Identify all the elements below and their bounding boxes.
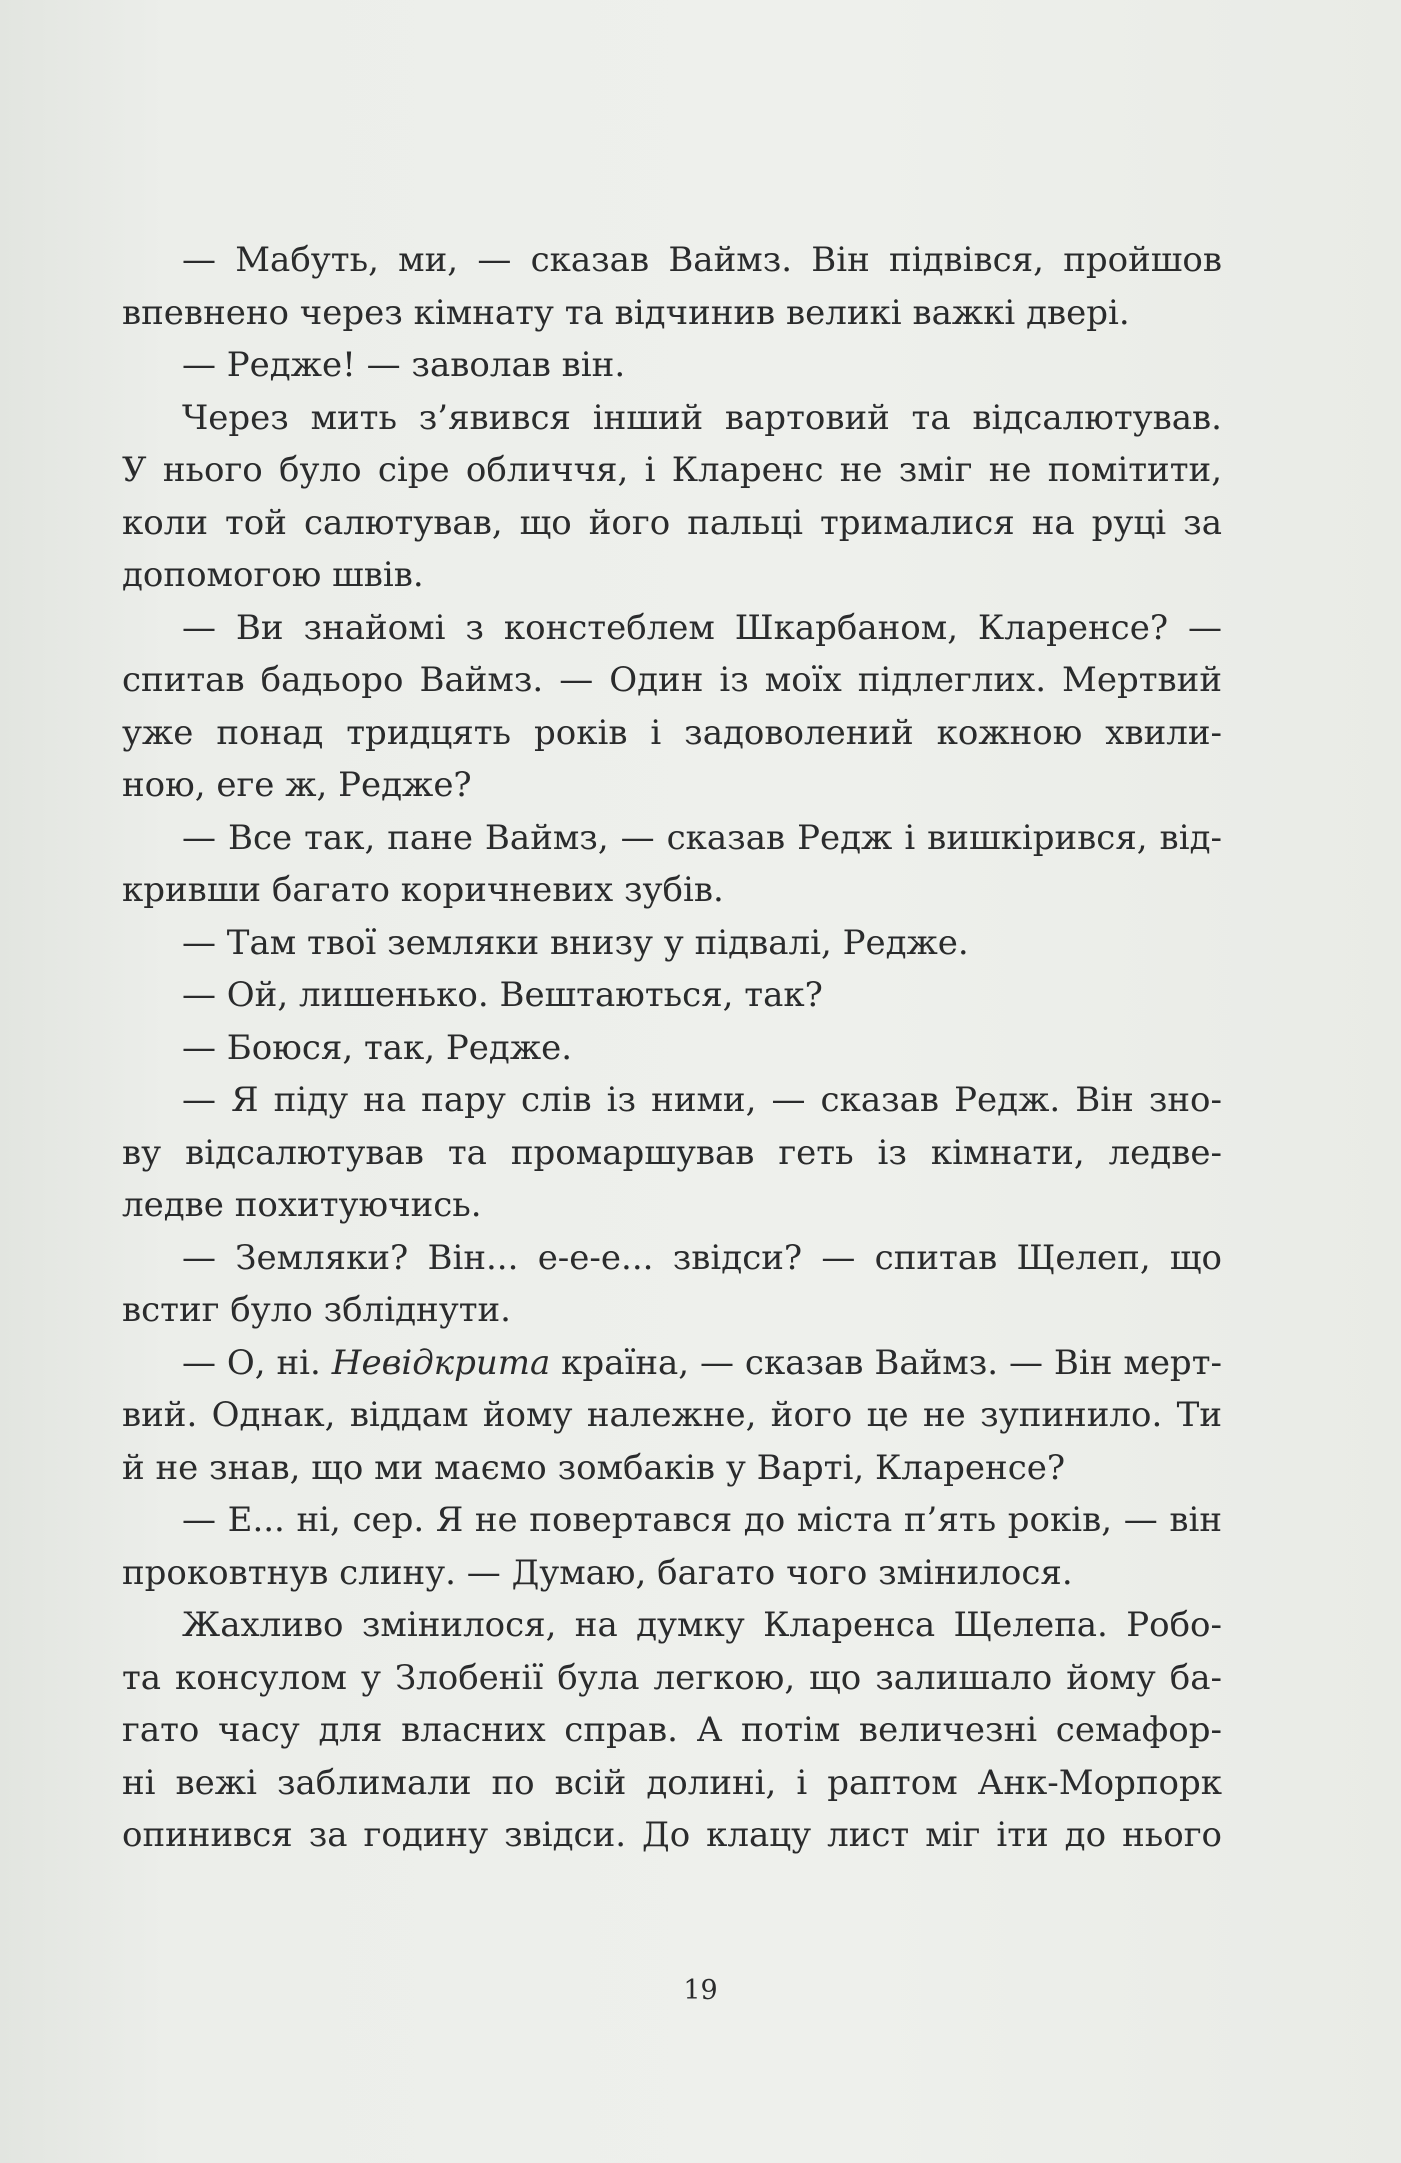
text-line: ву відсалютував та промаршував геть із кімнати, ледве- [122,1132,1222,1173]
text-line: — Я піду на пару слів із ними, — сказав Редж. Він зно- [182,1080,1222,1120]
text-line: проковтнув слину. — Думаю, багато чого змінилося. [122,1552,1073,1593]
text-line: впевнено через кімнату та відчинив великі важкі двері. [122,292,1130,333]
text-line: — Е... ні, сер. Я не повертався до міста п’ять років, — він [182,1500,1222,1540]
text-line: коли той салютував, що його пальці трималися на руці за [122,502,1222,543]
text-line: — Редже! — заволав він. [182,345,626,385]
text-line: Через мить з’явився інший вартовий та відсалютував. [182,397,1222,438]
text-line: — Там твої земляки внизу у підвалі, Редже. [182,922,969,963]
text-line: допомогою швів. [122,555,424,595]
text-line: — Ой, лишенько. Вештаються, так? [182,975,823,1015]
page-number: 19 [683,1975,718,2006]
text-line: опинився за годину звідси. До клацу лист міг іти до нього [122,1815,1222,1855]
text-line: Жахливо змінилося, на думку Кларенса Щелепа. Робо- [182,1605,1222,1645]
text-line: кривши багато коричневих зубів. [122,870,724,910]
text-line: ною, еге ж, Редже? [122,765,472,805]
text-line: спитав бадьоро Ваймз. — Один із моїх підлеглих. Мертвий [122,660,1222,700]
text-line: — Все так, пане Ваймз, — сказав Редж і вишкірився, від- [182,817,1222,858]
text-line: — Мабуть, ми, — сказав Ваймз. Він підвівся, пройшов [182,240,1222,280]
text-line: й не знав, що ми маємо зомбаків у Варті, Кларенсе? [122,1447,1066,1488]
text-line: — Ви знайомі з констеблем Шкарбаном, Кларенсе? — [182,607,1222,648]
text-line: ні вежі заблимали по всій долині, і раптом Анк-Морпорк [122,1762,1222,1803]
text-line: — Боюся, так, Редже. [182,1027,573,1068]
text-line: та консулом у Злобенії була легкою, що залишало йому ба- [122,1657,1222,1698]
text-line-with-italic: — О, ні. Невідкрита країна, — сказав Ваймз. — Він мерт- [182,1342,1222,1383]
text-line: гато часу для власних справ. А потім величезні семафор- [122,1710,1222,1750]
text-line: встиг було збліднути. [122,1290,511,1330]
body-text [122,234,1222,1862]
text-line: У нього було сіре обличчя, і Кларенс не зміг не помітити, [122,450,1222,490]
text-line: уже понад тридцять років і задоволений кожною хвили- [122,712,1222,753]
text-line: вий. Однак, віддам йому належне, його це не зупинило. Ти [122,1395,1222,1435]
text-line: — Земляки? Він... е-е-е... звідси? — спитав Щелеп, що [182,1237,1222,1278]
text-line: ледве похитуючись. [122,1185,482,1225]
